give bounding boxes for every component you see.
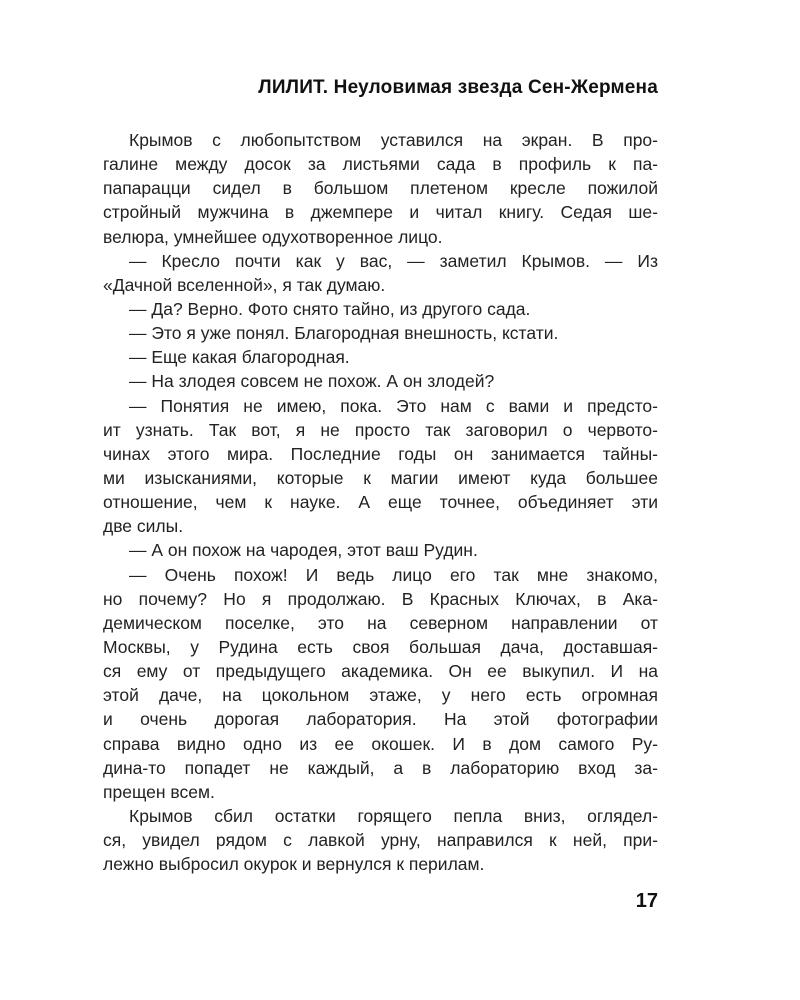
text-line: но почему? Но я продолжаю. В Красных Ключах, в Ака- (103, 588, 658, 609)
text-line: две силы. (103, 516, 184, 537)
text-line: — Понятия не имею, пока. Это нам с вами и предсто- (129, 395, 658, 416)
text-line: — Кресло почти как у вас, — заметил Крымов. — Из (129, 250, 658, 271)
text-line: Крымов сбил остатки горящего пепла вниз, оглядел- (129, 805, 658, 826)
text-line: дина-то попадет не каждый, а в лабораторию вход за- (103, 757, 658, 778)
text-line: — Да? Верно. Фото снято тайно, из другого сада. (129, 298, 531, 319)
text-line: лежно выбросил окурок и вернулся к перилам. (103, 854, 485, 875)
text-line: демическом поселке, это на северном направлении от (103, 612, 658, 633)
text-line: Москвы, у Рудина есть своя большая дача, доставшая- (103, 636, 658, 657)
text-line: ит узнать. Так вот, я не просто так заговорил о червото- (103, 419, 658, 440)
body-text (103, 128, 658, 876)
text-line: папарацци сидел в большом плетеном кресле пожилой (103, 178, 658, 199)
text-line: ся ему от предыдущего академика. Он ее выкупил. И на (103, 661, 658, 682)
text-line: прещен всем. (103, 781, 215, 802)
text-line: — Еще какая благородная. (129, 347, 350, 368)
text-line: велюра, умнейшее одухотворенное лицо. (103, 226, 443, 247)
text-line: чинах этого мира. Последние годы он занимается тайны- (103, 443, 658, 464)
text-line: отношение, чем к науке. А еще точнее, объединяет эти (103, 492, 658, 513)
text-line: ми изысканиями, которые к магии имеют куда большее (103, 467, 658, 488)
text-line: и очень дорогая лаборатория. На этой фотографии (103, 709, 658, 730)
text-line: «Дачной вселенной», я так думаю. (103, 274, 386, 295)
page-number: 17 (635, 890, 658, 912)
text-line: этой даче, на цокольном этаже, у него есть огромная (103, 685, 658, 706)
text-line: стройный мужчина в джемпере и читал книгу. Седая ше- (103, 202, 658, 223)
text-line: — Очень похож! И ведь лицо его так мне знакомо, (129, 564, 658, 585)
running-head: ЛИЛИТ. Неуловимая звезда Сен-Жермена (258, 77, 658, 98)
text-line: — Это я уже понял. Благородная внешность, кстати. (129, 323, 559, 344)
text-line: ся, увидел рядом с лавкой урну, направился к ней, при- (103, 830, 658, 851)
text-line: — На злодея совсем не похож. А он злодей? (129, 371, 495, 392)
text-line: Крымов с любопытством уставился на экран. В про- (129, 130, 658, 150)
text-line: справа видно одно из ее окошек. И в дом самого Ру- (103, 733, 658, 754)
text-line: — А он похож на чародея, этот ваш Рудин. (129, 540, 478, 561)
text-line: галине между досок за листьями сада в профиль к па- (103, 154, 658, 175)
